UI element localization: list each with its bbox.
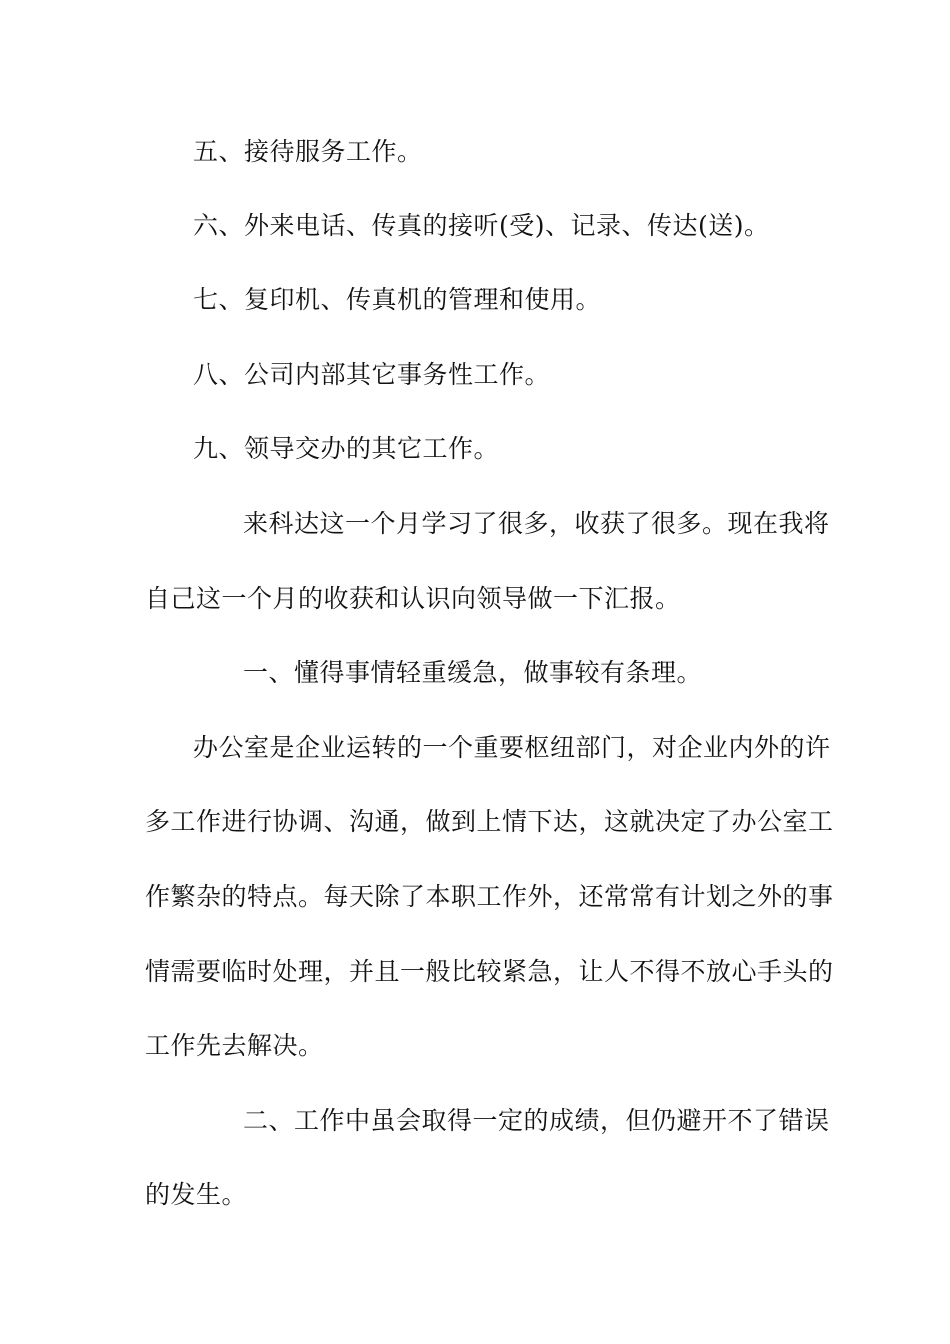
list-item-8: 八、公司内部其它事务性工作。 (193, 360, 551, 389)
paragraph-intro-line-1: 来科达这一个月学习了很多，收获了很多。现在我将 (243, 509, 830, 538)
paragraph-body-line-1: 办公室是企业运转的一个重要枢纽部门，对企业内外的许 (193, 733, 831, 762)
section-heading-1: 一、懂得事情轻重缓急，做事较有条理。 (243, 658, 703, 687)
paragraph-body-line-4: 情需要临时处理，并且一般比较紧急，让人不得不放心手头的 (145, 957, 834, 986)
list-item-6: 六、外来电话、传真的接听(受)、记录、传达(送)。 (193, 211, 770, 240)
paragraph-body-line-5: 工作先去解决。 (145, 1031, 324, 1060)
list-item-9: 九、领导交办的其它工作。 (193, 434, 500, 463)
list-item-5: 五、接待服务工作。 (193, 137, 423, 166)
section-heading-2-line-1: 二、工作中虽会取得一定的成绩，但仍避开不了错误 (243, 1106, 830, 1135)
paragraph-intro-line-2: 自己这一个月的收获和认识向领导做一下汇报。 (145, 584, 681, 613)
list-item-7: 七、复印机、传真机的管理和使用。 (193, 285, 602, 314)
paragraph-body-line-3: 作繁杂的特点。每天除了本职工作外，还常常有计划之外的事 (145, 882, 834, 911)
paragraph-body-line-2: 多工作进行协调、沟通，做到上情下达，这就决定了办公室工 (145, 807, 834, 836)
section-heading-2-line-2: 的发生。 (145, 1180, 248, 1209)
